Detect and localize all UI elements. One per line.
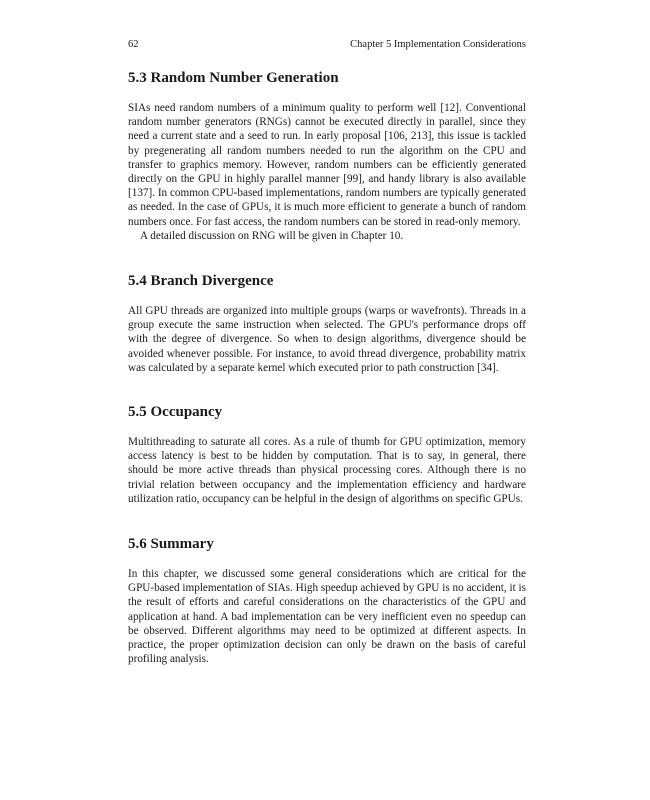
paragraph: Multithreading to saturate all cores. As a rule of thumb for GPU optimization, memory access latency is best to be hidden by computation. That is to say, in general, there should be more active threads than physical processing cores. Although there is no trivial relation between occupancy and the implementation efficiency and hardware utilization ratio, occupancy can be helpful in the design of algorithms on specific GPUs. (128, 436, 526, 505)
book-page (128, 38, 526, 666)
chapter-title: Chapter 5 Implementation Considerations (350, 39, 526, 50)
paragraph: All GPU threads are organized into multiple groups (warps or wavefronts). Threads in a group execute the same instruction when selected. The GPU's performance drops off with the degree of divergence. So when to design algorithms, divergence should be avoided whenever possible. For instance, to avoid thread divergence, probability matrix was calculated by a separate kernel which executed prior to path construction [34]. (128, 305, 526, 374)
section-random-number-generation (128, 69, 526, 243)
paragraph: SIAs need random numbers of a minimum quality to perform well [12]. Conventional random number generators (RNGs) cannot be executed directly in parallel, since they need a current state and a seed to run. In early proposal [106, 213], this issue is tackled by pregenerating all random numbers needed to run the algorithm on the CPU and transfer to graphics memory. However, random numbers can be efficiently generated directly on the GPU in highly parallel manner [99], and handy library is also available [137]. In common CPU-based implementations, random numbers are typically generated as needed. In the case of GPUs, it is much more efficient to generate a bunch of random numbers once. For fast access, the random numbers can be stored in read-only memory. (128, 102, 526, 228)
section-heading: 5.6 Summary (128, 536, 214, 553)
section-heading: 5.4 Branch Divergence (128, 273, 274, 290)
section-heading: 5.5 Occupancy (128, 404, 223, 421)
page-number: 62 (128, 39, 139, 50)
paragraph: In this chapter, we discussed some general considerations which are critical for the GPU-based implementation of SIAs. High speedup achieved by GPU is no accident, it is the result of efforts and careful considerations on the characteristics of the GPU and application at hand. A bad implementation can be very inefficient even no speedup can be observed. Different algorithms may need to be optimized at different aspects. In practice, the proper optimization decision can only be drawn on the basis of careful profiling analysis. (128, 568, 526, 666)
section-branch-divergence (128, 272, 526, 375)
running-head (128, 38, 526, 52)
section-occupancy (128, 403, 526, 506)
paragraph: A detailed discussion on RNG will be given in Chapter 10. (140, 229, 404, 242)
section-summary (128, 535, 526, 666)
section-heading: 5.3 Random Number Generation (128, 70, 339, 86)
